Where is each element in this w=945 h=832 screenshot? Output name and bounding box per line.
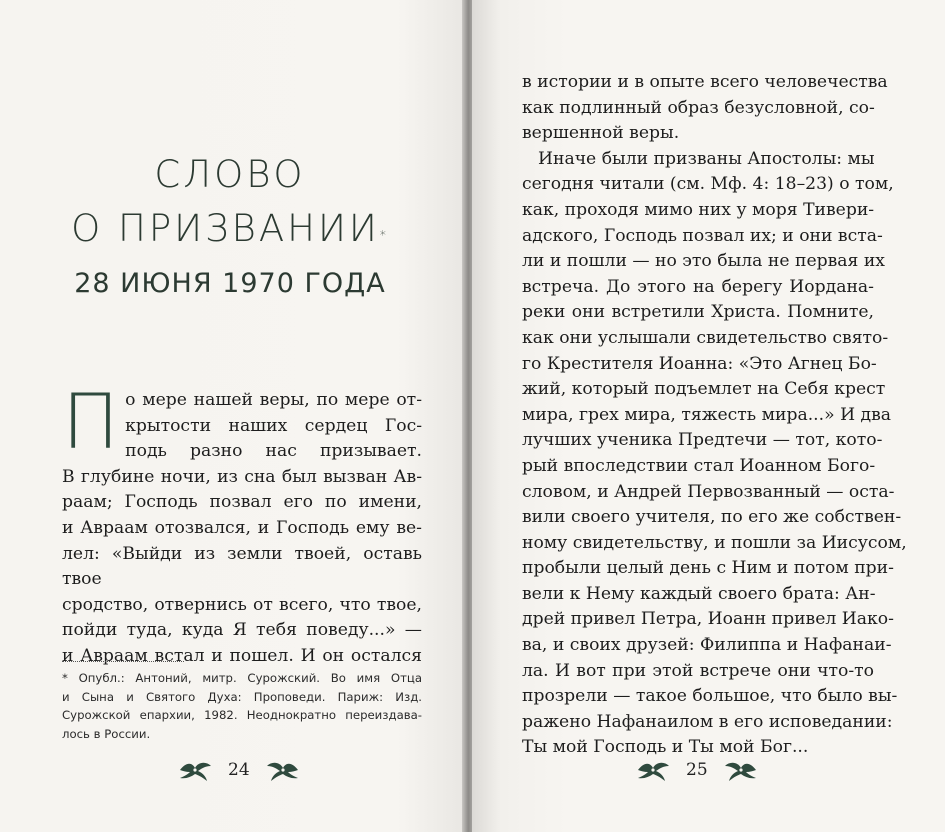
swallow-ornament-icon: [264, 757, 302, 783]
text-line: вили своего учителя, по его же собствен-: [522, 507, 902, 528]
chapter-title-text: О ПРИЗВАНИИ: [71, 207, 380, 250]
text-line: мира, грех мира, тяжесть мира...» И два: [522, 404, 892, 425]
text-line: прозрели — такое большое, что было вы-: [522, 686, 898, 707]
text-line: встреча. До этого на берегу Иордана-: [522, 276, 874, 297]
left-page: [0, 0, 468, 832]
right-body-text: [522, 70, 907, 761]
text-line: лел: «Выйди из земли твоей, оставь твое: [62, 543, 422, 590]
swallow-ornament-icon: [722, 757, 760, 783]
text-line: раам; Господь позвал его по имени,: [62, 492, 422, 513]
text-line: как они услышали свидетельство свято-: [522, 327, 889, 348]
text-line: ла. И вот при этой встрече они что-то: [522, 660, 874, 681]
text-line: сегодня читали (см. Мф. 4: 18–23) о том,: [522, 174, 894, 195]
text-line: как, проходя мимо них у моря Тивери-: [522, 199, 875, 220]
folio-right: [634, 757, 760, 783]
text-line: ва, и своих друзей: Филиппа и Нафанаи-: [522, 635, 892, 656]
text-line: реки они встретили Христа. Помните,: [522, 302, 874, 323]
text-line: го Крестителя Иоанна: «Это Агнец Бо-: [522, 353, 877, 374]
text-line: пробыли целый день с Ним и потом при-: [522, 558, 894, 579]
sermon-date: 28 ИЮНЯ 1970 ГОДА: [74, 268, 386, 299]
folio-left: [176, 757, 302, 783]
text-line: и Авраам отозвался, и Господь ему ве-: [62, 517, 422, 538]
text-line: лучших ученика Предтечи — тот, кото-: [522, 430, 883, 451]
text-line: крытости наших сердец Гос-: [125, 415, 422, 436]
text-line: сродство, отвернись от всего, что твое,: [62, 594, 422, 615]
text-line: жий, который подъемлет на Себя крест: [522, 379, 886, 400]
text-line: В глубине ночи, из сна был вызван Ав-: [62, 466, 422, 487]
text-line: пойди туда, куда Я тебя поведу...» —: [62, 620, 422, 641]
text-line: как подлинный образ безусловной, со-: [522, 97, 875, 118]
text-line: подь разно нас призывает.: [125, 441, 422, 462]
text-line: ли и пошли — но это была не первая их: [522, 251, 885, 272]
footnote-line: лось в России.: [62, 726, 151, 741]
footnote-line: * Опубл.: Антоний, митр. Сурожский. Во имя Отца: [62, 671, 422, 685]
swallow-ornament-icon: [176, 757, 214, 783]
text-line: вершенной веры.: [522, 123, 680, 144]
text-line: адского, Господь позвал их; и они вста-: [522, 225, 883, 246]
text-line: ражено Нафанаилом в его исповедании:: [522, 711, 893, 732]
text-line: в истории и в опыте всего человечества: [522, 72, 888, 92]
footnote-line: и Сына и Святого Духа: Проповеди. Париж: Изд.: [62, 689, 422, 704]
chapter-title-line-2: [40, 202, 420, 256]
text-line: ному свидетельству, и пошли за Иисусом,: [522, 532, 907, 553]
text-line: и Авраам встал и пошел. И он остался: [62, 645, 422, 666]
text-line: рый впоследствии стал Иоанном Бого-: [522, 455, 876, 476]
text-line: дрей привел Петра, Иоанн привел Иако-: [522, 609, 894, 630]
text-line: вели к Нему каждый своего брата: Ан-: [522, 583, 876, 604]
text-line: Иначе были призваны Апостолы: мы: [538, 148, 875, 169]
footnote-line: Сурожской епархии, 1982. Неоднократно переиздава-: [62, 708, 422, 722]
text-line: Ты мой Господь и Ты мой Бог...: [522, 737, 809, 758]
footnote: [62, 669, 422, 743]
page-number: 25: [686, 760, 708, 780]
text-line: словом, и Андрей Первозванный — оста-: [522, 481, 895, 502]
footnote-marker: *: [379, 228, 389, 242]
text-line: о мере нашей веры, по мере от-: [125, 390, 422, 410]
footnote-separator: [62, 661, 184, 662]
drop-cap: П: [62, 377, 120, 466]
page-number: 24: [228, 760, 250, 780]
left-body-text: [62, 377, 422, 670]
swallow-ornament-icon: [634, 757, 672, 783]
chapter-title-block: [40, 148, 420, 299]
chapter-title-line-1: СЛОВО: [154, 153, 306, 196]
